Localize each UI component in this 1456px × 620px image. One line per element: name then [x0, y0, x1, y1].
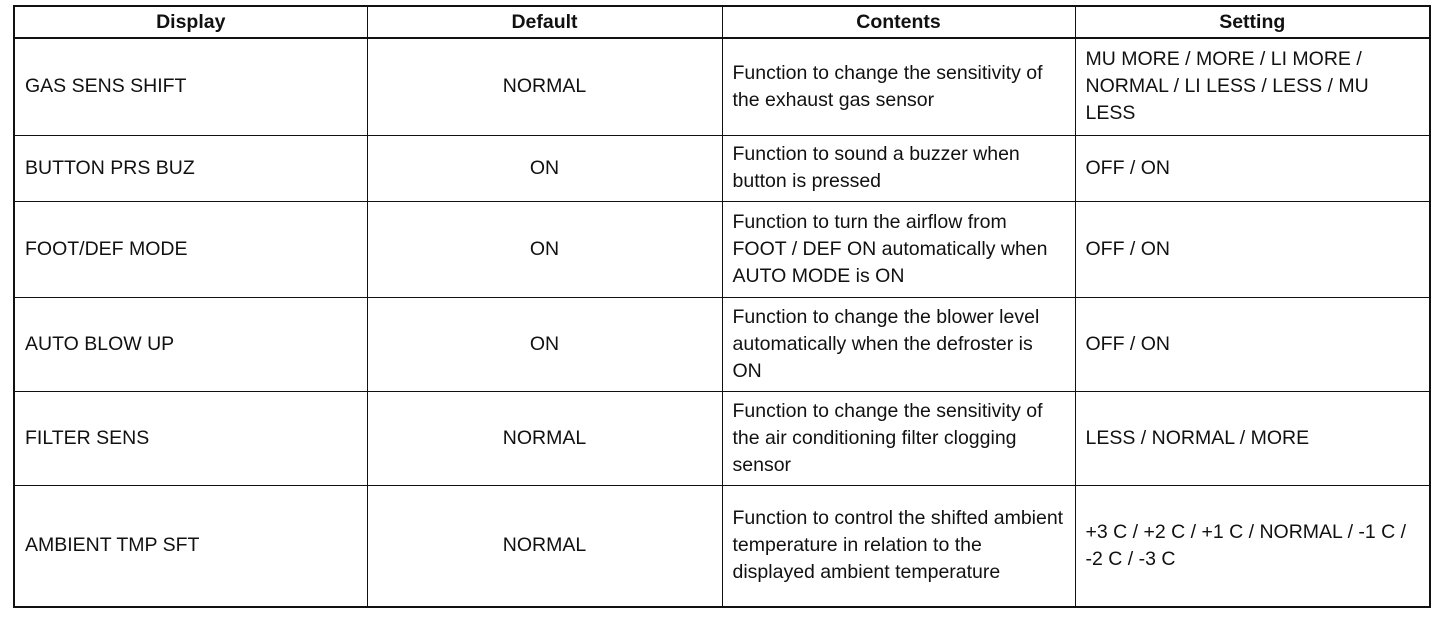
contents-cell: Function to control the shifted ambient temperature in relation to the displayed ambient temperature: [722, 485, 1075, 607]
header-setting: Setting: [1075, 6, 1430, 38]
table-row: [14, 391, 1430, 485]
default-cell: NORMAL: [367, 38, 722, 135]
default-cell: NORMAL: [367, 485, 722, 607]
settings-table: [13, 5, 1431, 608]
display-cell: BUTTON PRS BUZ: [14, 135, 367, 201]
display-cell: AUTO BLOW UP: [14, 297, 367, 391]
contents-cell: Function to change the blower level automatically when the defroster is ON: [722, 297, 1075, 391]
table-header-row: [14, 6, 1430, 38]
display-cell: AMBIENT TMP SFT: [14, 485, 367, 607]
setting-cell: MU MORE / MORE / LI MORE / NORMAL / LI LESS / LESS / MU LESS: [1075, 38, 1430, 135]
table-row: [14, 297, 1430, 391]
header-default: Default: [367, 6, 722, 38]
default-cell: ON: [367, 297, 722, 391]
display-cell: FILTER SENS: [14, 391, 367, 485]
display-cell: FOOT/DEF MODE: [14, 201, 367, 297]
setting-cell: LESS / NORMAL / MORE: [1075, 391, 1430, 485]
default-cell: ON: [367, 135, 722, 201]
contents-cell: Function to change the sensitivity of the exhaust gas sensor: [722, 38, 1075, 135]
table-row: [14, 201, 1430, 297]
contents-cell: Function to change the sensitivity of the air conditioning filter clogging sensor: [722, 391, 1075, 485]
table-row: [14, 38, 1430, 135]
contents-cell: Function to turn the airflow from FOOT / DEF ON automatically when AUTO MODE is ON: [722, 201, 1075, 297]
display-cell: GAS SENS SHIFT: [14, 38, 367, 135]
table-row: [14, 485, 1430, 607]
setting-cell: OFF / ON: [1075, 201, 1430, 297]
table-row: [14, 135, 1430, 201]
setting-cell: +3 C / +2 C / +1 C / NORMAL / -1 C / -2 C / -3 C: [1075, 485, 1430, 607]
contents-cell: Function to sound a buzzer when button is pressed: [722, 135, 1075, 201]
header-contents: Contents: [722, 6, 1075, 38]
default-cell: NORMAL: [367, 391, 722, 485]
header-display: Display: [14, 6, 367, 38]
default-cell: ON: [367, 201, 722, 297]
setting-cell: OFF / ON: [1075, 135, 1430, 201]
setting-cell: OFF / ON: [1075, 297, 1430, 391]
